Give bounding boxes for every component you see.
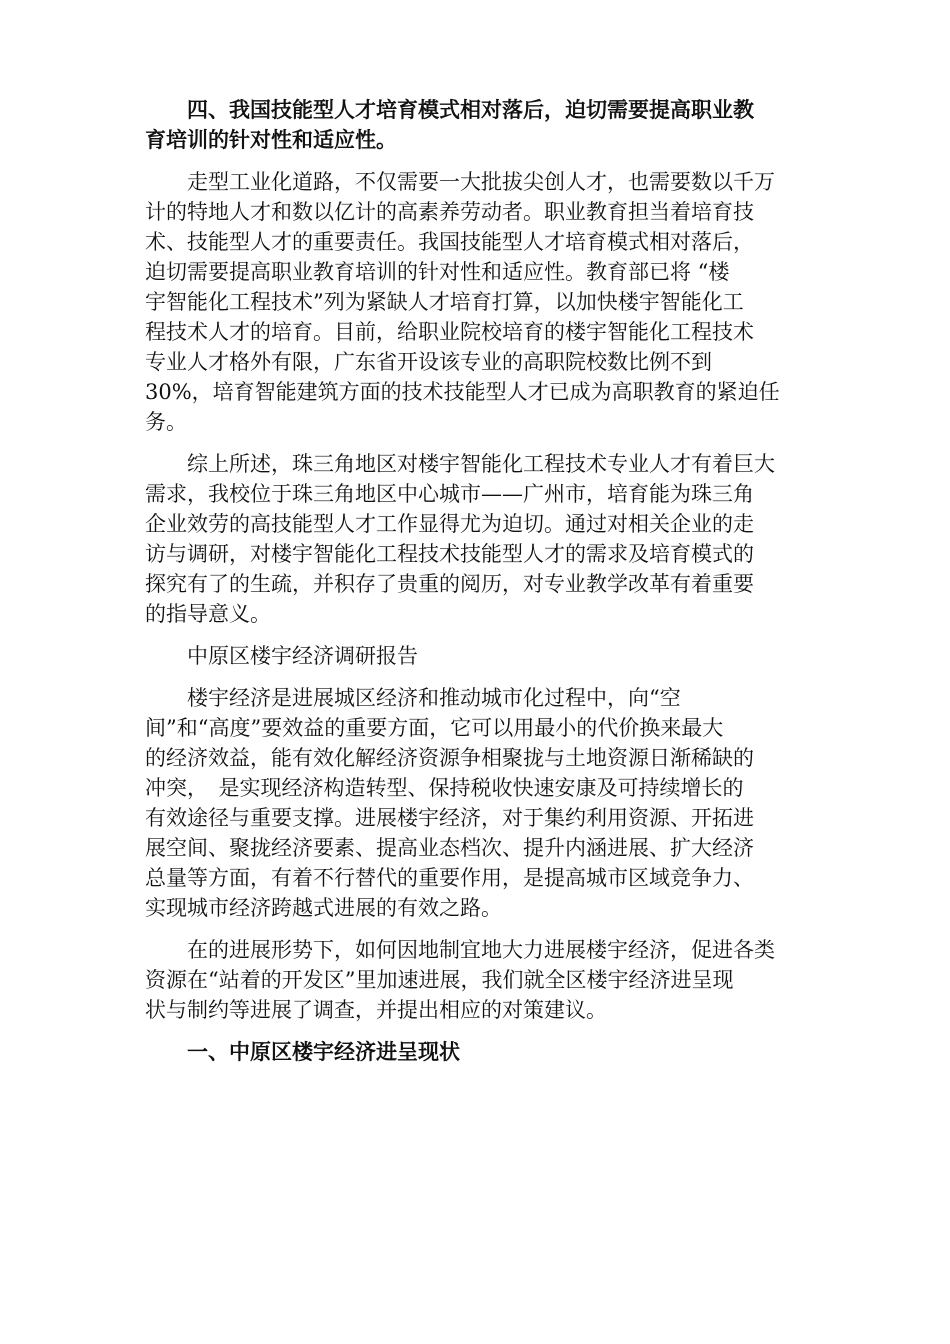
text-line: 的指导意义。 [145,602,271,626]
text-line: 育培训的针对性和适应性。 [145,127,397,152]
text-line: 探究有了的生疏，并积存了贵重的阅历，对专业教学改革有着重要 [145,572,754,596]
text-line: 企业效劳的高技能型人才工作显得尤为迫切。通过对相关企业的走 [145,512,754,536]
text-line: 术、技能型人才的重要责任。我国技能型人才培育模式相对落后， [145,230,754,254]
text-line: 程技术人才的培育。目前，给职业院校培育的楼宇智能化工程技术 [145,320,754,344]
paragraph-spacing [145,437,795,449]
text-line: 30%，培育智能建筑方面的技术技能型人才已成为高职教育的紧迫任 [145,380,780,404]
text-line: 宇智能化工程技术”列为紧缺人才培育打算，以加快楼宇智能化工 [145,290,744,314]
text-line: 有效途径与重要支撑。进展楼宇经济，对于集约利用资源、开拓进 [145,806,754,830]
text-line: 走型工业化道路，不仅需要一大批拔尖创人才，也需要数以千万 [145,170,775,194]
text-line: 一、中原区楼宇经济进呈现状 [145,1039,460,1064]
paragraph [145,935,795,1025]
text-line: 资源在“站着的开发区”里加速进展，我们就全区楼宇经济进呈现 [145,968,734,992]
text-line: 计的特地人才和数以亿计的高素养劳动者。职业教育担当着培育技 [145,200,754,224]
text-line: 需求，我校位于珠三角地区中心城市——广州市，培育能为珠三角 [145,482,754,506]
text-line: 冲突， 是实现经济构造转型、保持税收快速安康及可持续增长的 [145,776,744,800]
text-line: 综上所述，珠三角地区对楼宇智能化工程技术专业人才有着巨大 [145,452,775,476]
text-line: 在的进展形势下，如何因地制宜地大力进展楼宇经济，促进各类 [145,938,775,962]
text-line: 务。 [145,410,187,434]
paragraph-spacing [145,155,795,167]
section-heading [145,1037,795,1067]
text-line: 专业人才格外有限，广东省开设该专业的高职院校数比例不到 [145,350,712,374]
paragraph-spacing [145,1025,795,1037]
section-heading [145,95,795,155]
paragraph [145,449,795,629]
paragraph-spacing [145,923,795,935]
text-line: 四、我国技能型人才培育模式相对落后，迫切需要提高职业教 [145,97,754,122]
text-line: 楼宇经济是进展城区经济和推动城市化过程中，向“空 [145,686,681,710]
text-line: 状与制约等进展了调查，并提出相应的对策建议。 [145,998,607,1022]
text-line: 实现城市经济跨越式进展的有效之路。 [145,896,502,920]
text-line: 总量等方面，有着不行替代的重要作用，是提高城市区域竞争力、 [145,866,754,890]
paragraph [145,167,795,437]
text-line: 的经济效益，能有效化解经济资源争相聚拢与土地资源日渐稀缺的 [145,746,754,770]
paragraph [145,683,795,923]
text-line: 中原区楼宇经济调研报告 [145,644,418,668]
paragraph-spacing [145,629,795,641]
paragraph-spacing [145,671,795,683]
text-line: 迫切需要提高职业教育培训的针对性和适应性。教育部已将 “楼 [145,260,730,284]
text-line: 访与调研，对楼宇智能化工程技术技能型人才的需求及培育模式的 [145,542,754,566]
text-line: 间”和“高度”要效益的重要方面，它可以用最小的代价换来最大 [145,716,724,740]
document-page [145,95,795,1067]
report-title [145,641,795,671]
text-line: 展空间、聚拢经济要素、提高业态档次、提升内涵进展、扩大经济 [145,836,754,860]
